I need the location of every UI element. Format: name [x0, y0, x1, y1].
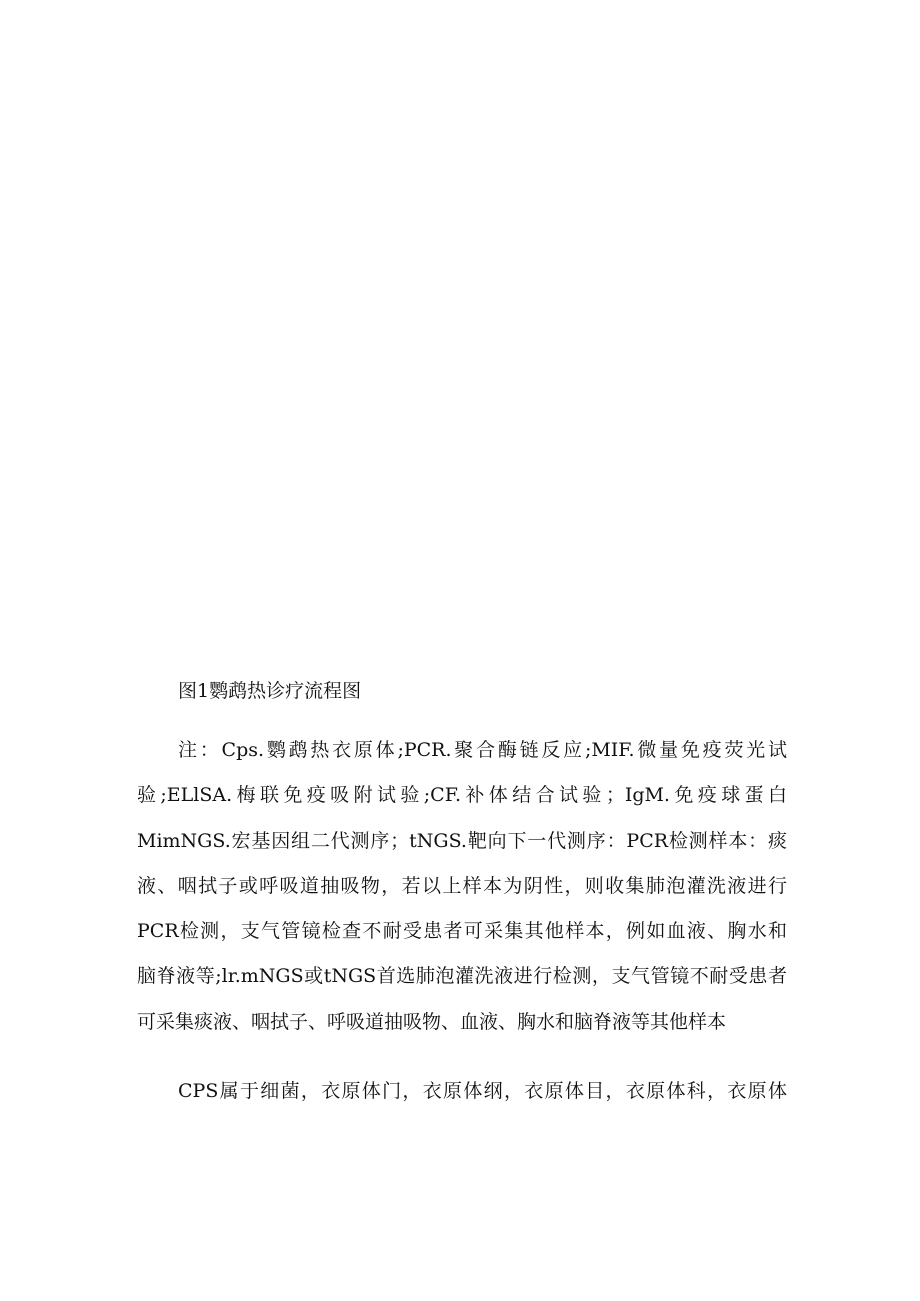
paragraph-line: CPS属于细菌，衣原体门，衣原体纲，衣原体目，衣原体科，衣原体 — [178, 1080, 787, 1102]
note-line: 验;ELlSA.梅联免疫吸附试验;CF.补体结合试验；IgM.免疫球蛋白 — [137, 784, 787, 807]
note-line: 脑脊液等;lr.mNGS或tNGS首选肺泡灌洗液进行检测，支气管镜不耐受患者 — [137, 965, 787, 988]
note-line: 可采集痰液、咽拭子、呼吸道抽吸物、血液、胸水和脑脊液等其他样本 — [137, 1010, 727, 1033]
figure-caption: 图1鹦鹉热诊疗流程图 — [178, 680, 362, 702]
note-line: 液、咽拭子或呼吸道抽吸物，若以上样本为阴性，则收集肺泡灌洗液进行 — [137, 874, 787, 897]
figure-note — [137, 728, 787, 1045]
flowchart-figure-area — [137, 60, 782, 660]
note-line: 注：Cps.鹦鹉热衣原体;PCR.聚合酶链反应;MIF.微量免疫荧光试 — [178, 739, 787, 761]
body-paragraph — [137, 1069, 787, 1114]
note-line: PCR检测，支气管镜检查不耐受患者可采集其他样本，例如血液、胸水和 — [137, 920, 787, 943]
note-line: MimNGS.宏基因组二代测序；tNGS.靶向下一代测序：PCR检测样本：痰 — [137, 829, 787, 852]
